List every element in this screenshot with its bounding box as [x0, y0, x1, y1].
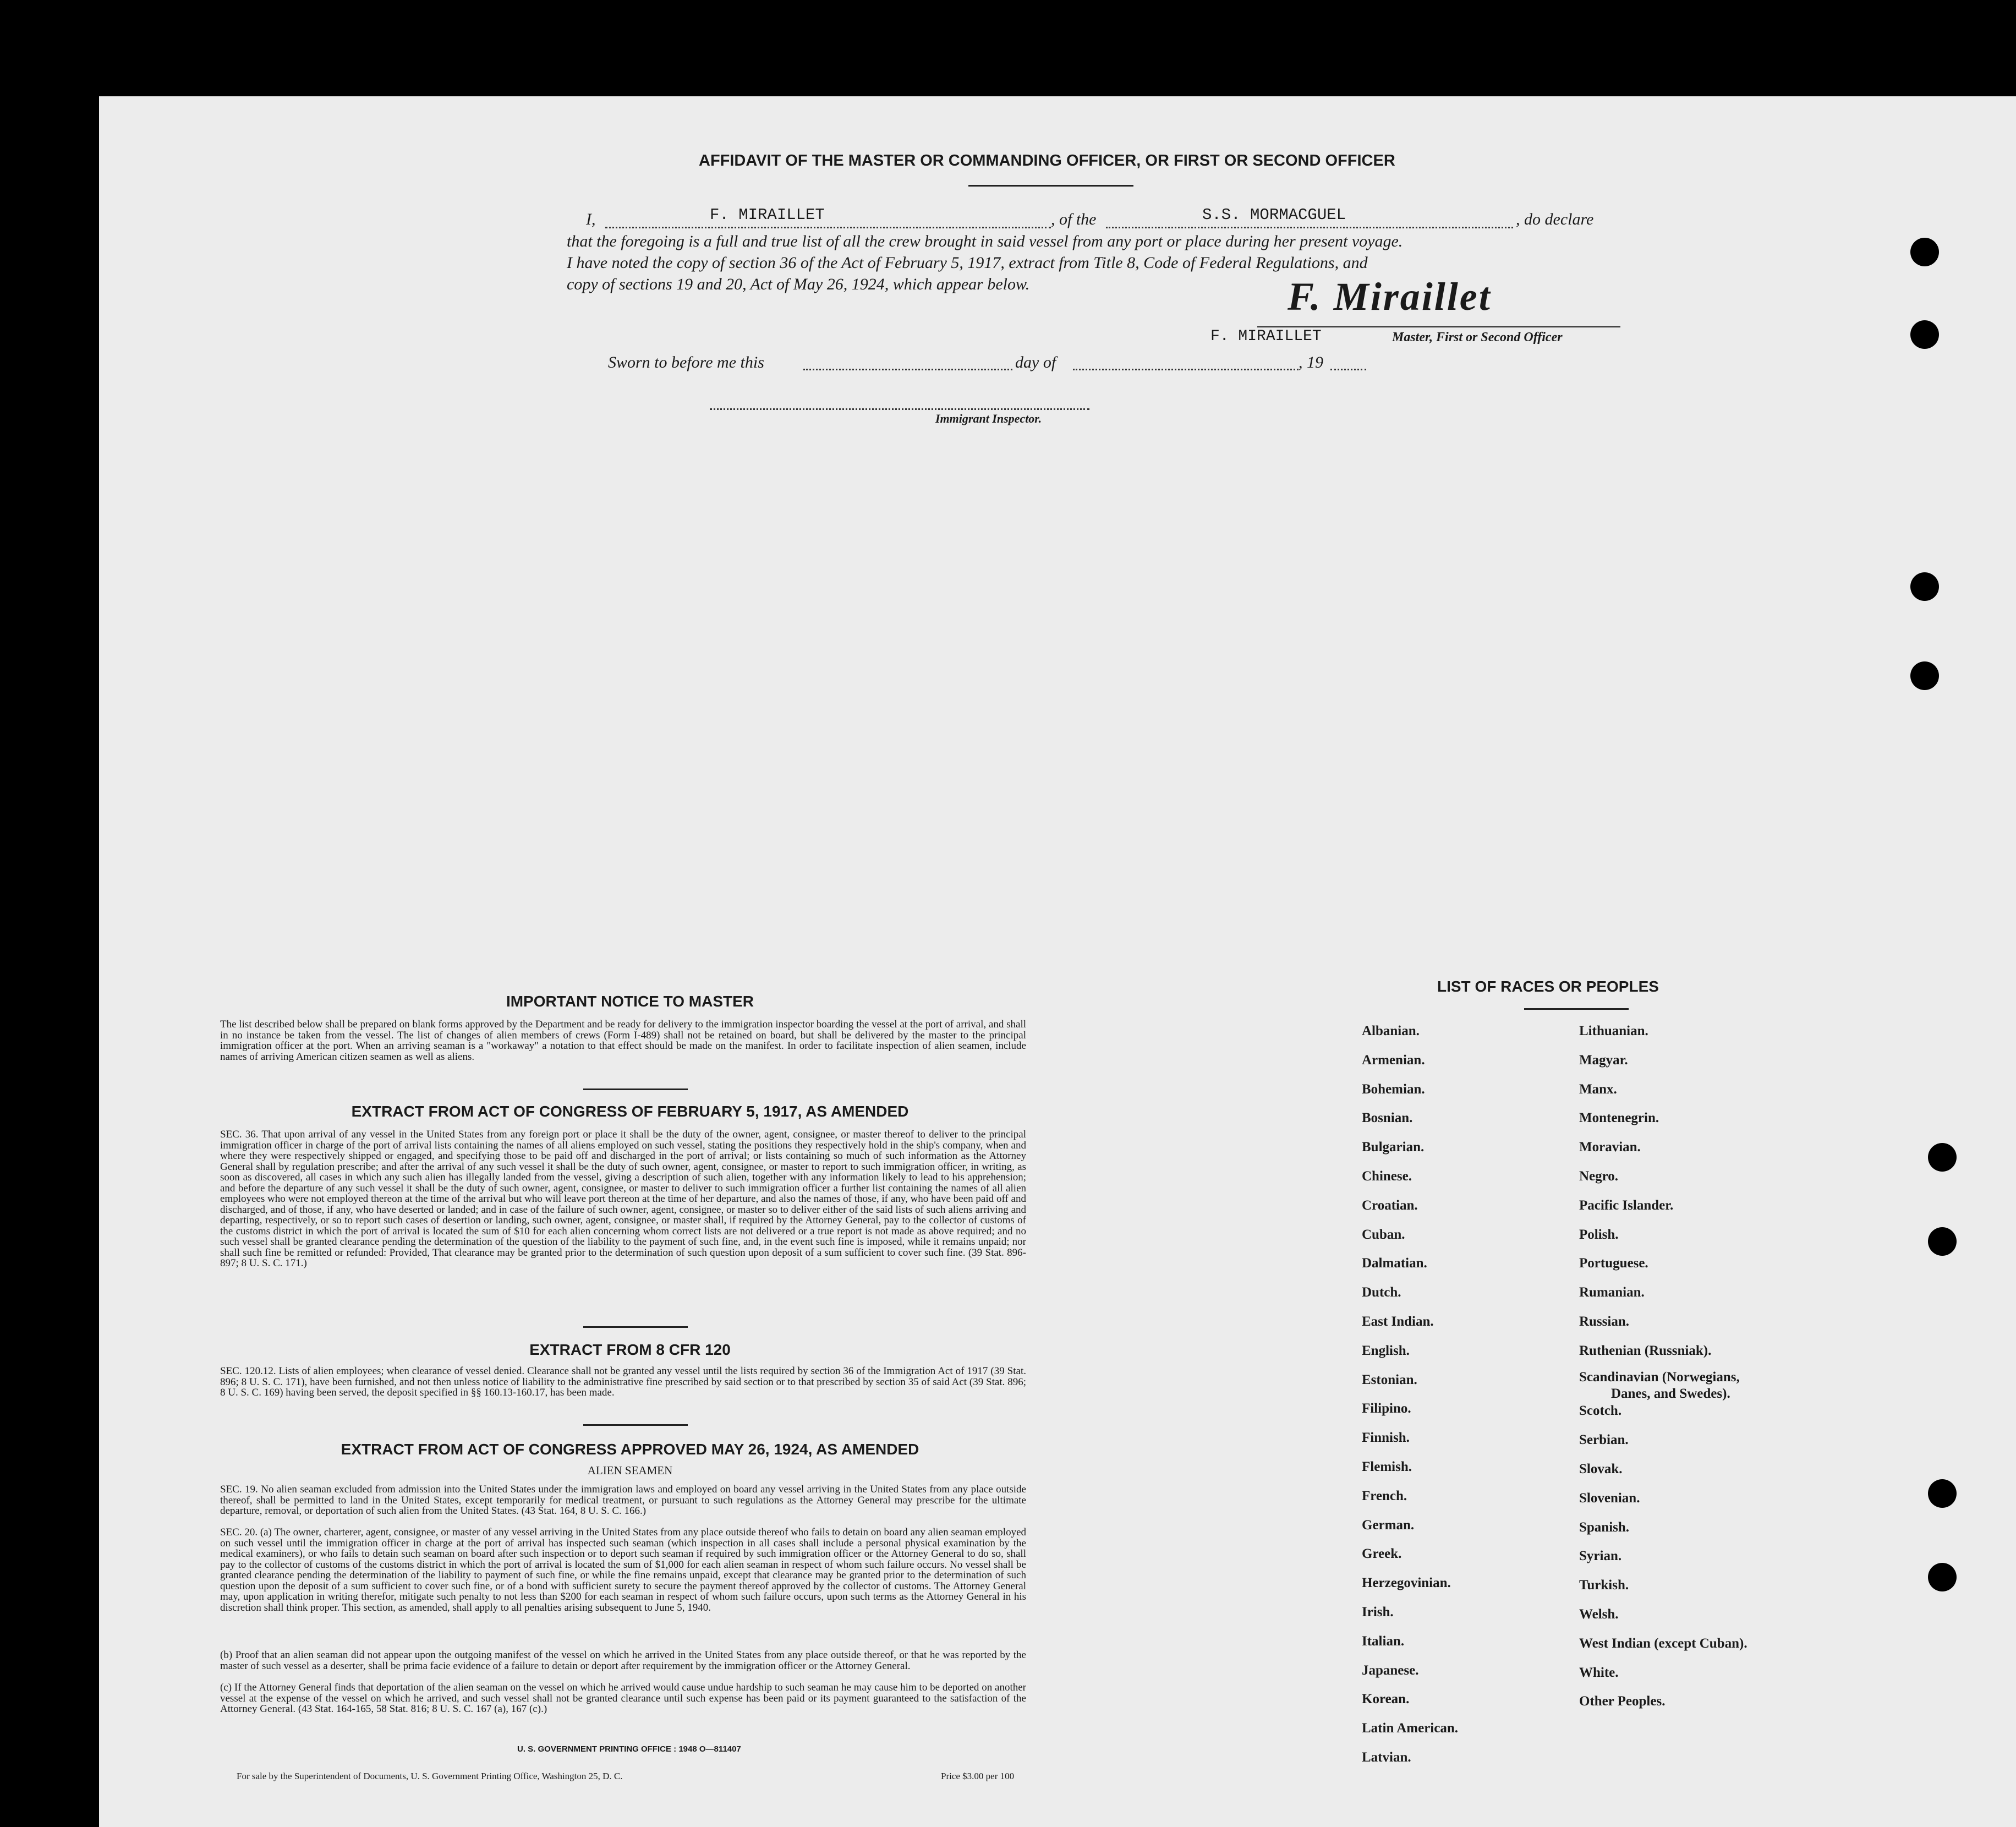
punch-hole [1910, 661, 1939, 690]
handwritten-signature: F. Miraillet [1288, 275, 1492, 319]
race-item: Dutch. [1362, 1285, 1401, 1300]
race-item: Rumanian. [1579, 1285, 1645, 1300]
race-item: Moravian. [1579, 1140, 1641, 1155]
race-item: Scotch. [1579, 1403, 1622, 1419]
notice-text: The list described below shall be prepared on blank forms approved by the Department and be ready for delivery to the immigration inspector boarding the vessel at the port of arrival, and shall in no instance be taken from the vessel. The list of changes of alien members of crews (Form I-489) shall not be retained on board, but shall be delivered by the master to the principal immigration officer at the port. When an arriving seaman is a "workaway" a notation to that effect should be made on the manifest. In order to facilitate inspection of alien seamen, include names of arriving American citizen seamen as well as aliens. [220, 1019, 1026, 1063]
race-item: Slovak. [1579, 1462, 1623, 1476]
affidavit-line-3: I have noted the copy of section 36 of the Act of February 5, 1917, extract from Title 8, Code of Federal Regulations, and [567, 254, 1368, 272]
race-item: Chinese. [1362, 1169, 1412, 1184]
race-item: Montenegrin. [1579, 1111, 1659, 1126]
race-item: Ruthenian (Russniak). [1579, 1343, 1712, 1358]
sworn-day-blank [803, 369, 1012, 370]
race-item: Cuban. [1362, 1227, 1405, 1242]
race-item: Italian. [1362, 1633, 1405, 1649]
race-item: Armenian. [1362, 1052, 1425, 1068]
punch-hole [1910, 238, 1939, 266]
inspector-signature-blank [710, 408, 1089, 410]
punch-hole [1910, 320, 1939, 349]
race-item: Estonian. [1362, 1372, 1417, 1387]
extract-1917-title: EXTRACT FROM ACT OF CONGRESS OF FEBRUARY 5, 1917, AS AMENDED [351, 1103, 909, 1120]
punch-hole [1928, 1479, 1957, 1508]
race-item: German. [1362, 1517, 1415, 1533]
race-item: Scandinavian (Norwegians, [1579, 1369, 1740, 1385]
race-item: Negro. [1579, 1169, 1619, 1184]
race-item: Danes, and Swedes). [1611, 1386, 1730, 1401]
extract-1917-text: SEC. 36. That upon arrival of any vessel in the United States from any foreign port or place it shall be the duty of the owner, agent, consignee, or master thereof to deliver to the principal immigration officer in charge of the port of arrival lists containing the names of all aliens employed on such vessel, stating the positions they respectively hold in the ship's company, when and where they were respectively shipped or engaged, and specifying those to be paid off and discharged in the port of arrival; or lists containing so much of such information as the Attorney General shall by regulation prescribe; and after the arrival of any such vessel it shall be the duty of such owner, agent, consignee, or master to report to such immigration officer, in writing, as soon as discovered, all cases in which any such alien has illegally landed from the vessel, giving a description of such alien, together with any information likely to lead to his apprehension; and before the departure of any such vessel it shall be the duty of such owner, agent, consignee, or master to deliver to such immigration officer a further list containing the names of all alien employees who were not employed thereon at the time of the arrival but who will leave port thereon at the time of her departure, and also the names of those, if any, who have been paid off and discharged, and of those, if any, who have deserted or landed; and in case of the failure of such owner, agent, consignee, or master so to deliver either of the said lists of such aliens arriving and departing, respectively, or so to report such cases of desertion or landing, such owner, agent, consignee, or master shall, if required by the Attorney General, pay to the collector of customs of the customs district in which the port of arrival is located the sum of $10 for each alien concerning whom correct lists are not delivered or a true report is not made as above required; and no such vessel shall be granted clearance pending the determination of the question of the liability to the payment of such fine, and, in the event such fine is imposed, while it remains unpaid; nor shall such fine be remitted or refunded: Provided, That clearance may be granted prior to the determination of such question upon deposit of a sum sufficient to cover such fine. (39 Stat. 896-897; 8 U. S. C. 171.) [220, 1129, 1026, 1269]
punch-hole [1928, 1227, 1957, 1256]
race-item: Slovenian. [1579, 1490, 1640, 1506]
race-item: English. [1362, 1343, 1410, 1358]
race-item: Turkish. [1579, 1578, 1629, 1593]
race-item: White. [1579, 1665, 1619, 1680]
divider [583, 1424, 688, 1426]
signer-role: Master, First or Second Officer [1392, 330, 1563, 344]
race-item: Russian. [1579, 1314, 1630, 1329]
race-item: Croatian. [1362, 1197, 1418, 1213]
affidavit-line-4: copy of sections 19 and 20, Act of May 26, 1924, which appear below. [567, 275, 1030, 293]
sworn-label: Sworn to before me this [608, 353, 764, 371]
extract-1924-title: EXTRACT FROM ACT OF CONGRESS APPROVED MAY 26, 1924, AS AMENDED [341, 1441, 919, 1458]
race-item: Latin American. [1362, 1721, 1458, 1736]
declarant-name: F. MIRAILLET [710, 206, 825, 224]
punch-hole [1910, 572, 1939, 601]
sale-line: For sale by the Superintendent of Documents, U. S. Government Printing Office, Washington 25, D. C. [237, 1771, 623, 1781]
extract-1924-sec19: SEC. 19. No alien seaman excluded from admission into the United States under the immigration laws and employed on board any vessel arriving in the United States from any place outside thereof, shall be permitted to land in the United States, except temporarily for medical treatment, or pursuant to such regulations as the Attorney General may prescribe for the ultimate departure, removal, or deportation of such alien from the United States. (43 Stat. 164, 8 U. S. C. 166.) [220, 1484, 1026, 1517]
extract-1924-sec20a: SEC. 20. (a) The owner, charterer, agent, consignee, or master of any vessel arriving in the United States from any place outside thereof who fails to detain on board any alien seaman employed on such vessel until the immigration officer in charge at the port of arrival has inspected such seaman (which inspection in all cases shall include a personal physical examination by the medical examiners), or who fails to detain such seaman on board after such inspection or to deport such seaman if required by such immigration officer or the Attorney General to do so, shall pay to the collector of customs of the customs district in which the port of arrival is located the sum of $1,000 for each alien seaman in respect of whom such failure occurs. No vessel shall be granted clearance pending the determination of the liability to payment of such fine, or while the fine remains unpaid, except that clearance may be granted prior to the determination of such question upon the deposit of a sum sufficient to cover such fine, or of a bond with sufficient surety to secure the payment thereof approved by the collector of customs. The Attorney General may, upon application in writing therefor, mitigate such penalty to not less than $200 for each seaman in respect of whom such failure occurs, upon such terms as the Attorney General in his discretion shall think proper. This section, as amended, shall apply to all penalties arising subsequent to June 5, 1940. [220, 1527, 1026, 1613]
sworn-year-blank [1330, 369, 1366, 370]
race-item: Herzegovinian. [1362, 1576, 1451, 1591]
race-item: Filipino. [1362, 1401, 1411, 1416]
year-label: , 19 [1299, 353, 1323, 371]
race-item: Irish. [1362, 1605, 1394, 1620]
i-label: I, [586, 210, 596, 228]
signature-line [1257, 326, 1620, 327]
race-item: Korean. [1362, 1692, 1410, 1707]
vessel-name-blank [1106, 227, 1513, 228]
of-the-label: , of the [1051, 210, 1097, 228]
race-item: East Indian. [1362, 1314, 1434, 1329]
affidavit-title: AFFIDAVIT OF THE MASTER OR COMMANDING OFFICER, OR FIRST OR SECOND OFFICER [699, 152, 1395, 169]
extract-1924-sec20b: (b) Proof that an alien seaman did not appear upon the outgoing manifest of the vessel on which he arrived in the United States from any place outside thereof, or that he was reported by the master of such vessel as a deserter, shall be prima facie evidence of a failure to detain or deport after requirement by the immigration officer or the Attorney General. [220, 1649, 1026, 1672]
extract-cfr-text: SEC. 120.12. Lists of alien employees; when clearance of vessel denied. Clearance shall not be granted any vessel until the lists required by section 36 of the Immigration Act of 1917 (39 Stat. 896; 8 U. S. C. 171), have been furnished, and not then unless notice of liability to the administrative fine prescribed by said section or to that prescribed by section 35 of said Act (39 Stat. 896; 8 U. S. C. 169) having been served, the deposit specified in §§ 160.13-160.17, has been made. [220, 1365, 1026, 1398]
race-item: French. [1362, 1488, 1407, 1503]
race-item: Greek. [1362, 1546, 1402, 1562]
race-item: Albanian. [1362, 1024, 1420, 1038]
race-item: Bulgarian. [1362, 1140, 1425, 1155]
race-item: Dalmatian. [1362, 1256, 1427, 1271]
divider [583, 1088, 688, 1090]
race-item: West Indian (except Cuban). [1579, 1635, 1747, 1651]
race-item: Syrian. [1579, 1549, 1622, 1564]
race-item: Manx. [1579, 1081, 1617, 1097]
inspector-label: Immigrant Inspector. [935, 412, 1042, 425]
punch-hole [1928, 1563, 1957, 1591]
race-item: Polish. [1579, 1227, 1619, 1242]
race-item: Finnish. [1362, 1430, 1410, 1446]
extract-1924-subtitle: ALIEN SEAMEN [587, 1464, 673, 1477]
race-item: Bohemian. [1362, 1081, 1425, 1097]
race-item: Other Peoples. [1579, 1694, 1666, 1709]
race-item: Lithuanian. [1579, 1024, 1648, 1038]
race-item: Flemish. [1362, 1459, 1412, 1474]
race-item: Portuguese. [1579, 1256, 1648, 1271]
punch-hole [1928, 1143, 1957, 1172]
race-item: Serbian. [1579, 1432, 1629, 1448]
extract-1924-sec20c: (c) If the Attorney General finds that deportation of the alien seaman on the vessel on which he arrived would cause undue hardship to such seaman he may cause him to be deported on another vessel at the expense of the vessel on which he arrived, and such vessel shall not be granted clearance until such expense has been paid or its payment guaranteed to the satisfaction of the Attorney General. (43 Stat. 164-165, 58 Stat. 816; 8 U. S. C. 167 (a), 167 (c).) [220, 1682, 1026, 1715]
race-item: Spanish. [1579, 1519, 1630, 1535]
notice-title: IMPORTANT NOTICE TO MASTER [506, 993, 754, 1010]
divider [583, 1326, 688, 1328]
race-item: Welsh. [1579, 1607, 1619, 1622]
extract-cfr-title: EXTRACT FROM 8 CFR 120 [529, 1341, 731, 1358]
race-item: Magyar. [1579, 1052, 1628, 1068]
race-item: Pacific Islander. [1579, 1197, 1674, 1213]
races-title: LIST OF RACES OR PEOPLES [1437, 978, 1659, 995]
day-of-label: day of [1015, 353, 1056, 371]
vessel-name: S.S. MORMACGUEL [1202, 206, 1346, 224]
signer-typed-name: F. MIRAILLET [1210, 328, 1322, 345]
race-item: Latvian. [1362, 1750, 1411, 1765]
declarant-name-blank [605, 227, 1051, 228]
race-item: Japanese. [1362, 1662, 1419, 1678]
gpo-imprint: U. S. GOVERNMENT PRINTING OFFICE : 1948 O—811407 [517, 1744, 741, 1754]
races-title-underline [1524, 1008, 1629, 1010]
sworn-month-blank [1073, 369, 1299, 370]
do-declare-label: , do declare [1516, 210, 1594, 228]
title-underline [968, 185, 1133, 187]
price-line: Price $3.00 per 100 [941, 1771, 1015, 1781]
race-item: Bosnian. [1362, 1111, 1413, 1126]
affidavit-line-2: that the foregoing is a full and true list of all the crew brought in said vessel from any port or place during her present voyage. [567, 232, 1403, 250]
